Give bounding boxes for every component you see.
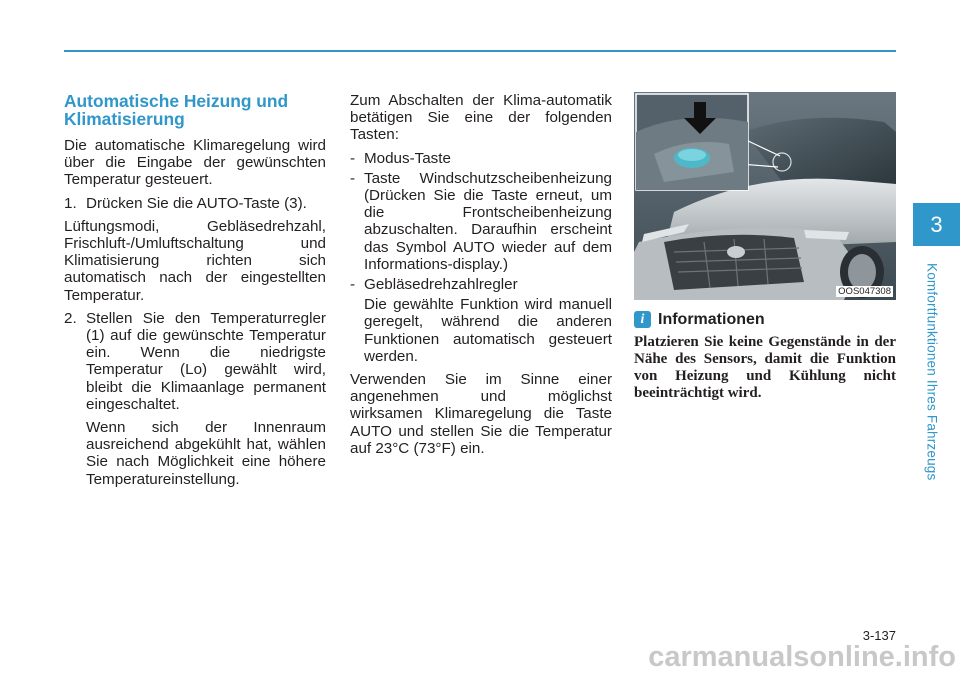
figure-code: OOS047308 xyxy=(838,286,891,297)
list-item xyxy=(350,150,612,167)
chapter-title-text: Komfortfunktionen Ihres Fahrzeugs xyxy=(924,263,940,481)
step-1-description: Lüftungsmodi, Gebläsedrehzahl, Frischluft-/Umluftschaltung und Klimatisierung richten sich automatisch nach der eingestellten Temperatur. xyxy=(64,217,326,304)
chapter-title xyxy=(904,250,960,494)
car-sensor-illustration xyxy=(634,92,896,300)
section-title: Automatische Heizung und Klimatisierung xyxy=(64,91,289,129)
info-icon: i xyxy=(634,311,651,328)
step-2-note: Wenn sich der Innenraum ausreichend abgekühlt hat, wählen Sie nach Möglichkeit eine höhere Temperatureinstellung. xyxy=(86,419,326,488)
list-item-text: Gebläsedrehzahlregler xyxy=(364,276,518,294)
closing-paragraph: Verwenden Sie im Sinne einer angenehmen und möglichst wirksamen Klimaregelung die Taste AUTO und stellen Sie die Temperatur auf 23°C (73°F) ein. xyxy=(350,371,612,457)
page-number: 3-137 xyxy=(862,628,896,643)
chapter-number-tab: 3 xyxy=(913,203,960,246)
step-2-text: Stellen Sie den Temperaturregler (1) auf die gewünschte Temperatur ein. Wenn die niedrigste Temperatur (Lo) gewählt wird, bleibt die Klimaanlage permanent eingeschaltet. xyxy=(86,309,326,413)
list-item-text: Taste Windschutzscheibenheizung (Drücken Sie die Taste erneut, um die Frontscheibenheizung abzuschalten. Daraufhin erscheint das Symbol AUTO wieder auf dem Informations-display.) xyxy=(364,169,612,273)
step-1-number: 1. xyxy=(64,194,77,212)
middle-column xyxy=(350,92,612,463)
step-1 xyxy=(64,195,326,212)
intro-paragraph: Die automatische Klimaregelung wird über die Eingabe der gewünschten Temperatur gesteuert. xyxy=(64,137,326,189)
header-rule xyxy=(64,50,896,52)
info-header xyxy=(634,311,896,328)
left-column xyxy=(64,92,326,494)
list-item xyxy=(350,276,612,293)
list-item-note: Die gewählte Funktion wird manuell geregelt, während die anderen Funktionen automatisch gesteuert werden. xyxy=(364,296,612,365)
step-1-text: Drücken Sie die AUTO-Taste (3). xyxy=(86,194,307,212)
list-dash: - xyxy=(350,149,356,167)
right-column xyxy=(634,92,896,408)
step-2-number: 2. xyxy=(64,309,77,327)
step-2 xyxy=(64,310,326,413)
car-sensor-figure xyxy=(634,92,896,300)
info-title: Informationen xyxy=(658,311,765,328)
list-dash: - xyxy=(350,169,356,187)
list-dash: - xyxy=(350,276,356,294)
list-item-text: Modus-Taste xyxy=(364,149,451,167)
watermark: carmanualsonline.info xyxy=(648,641,956,673)
switch-off-intro: Zum Abschalten der Klima-automatik betätigen Sie eine der folgenden Tasten: xyxy=(350,92,612,144)
list-item xyxy=(350,170,612,273)
info-body: Platzieren Sie keine Gegenstände in der Nähe des Sensors, damit die Funktion von Heizung und Kühlung nicht beeinträchtigt wird. xyxy=(634,334,896,402)
